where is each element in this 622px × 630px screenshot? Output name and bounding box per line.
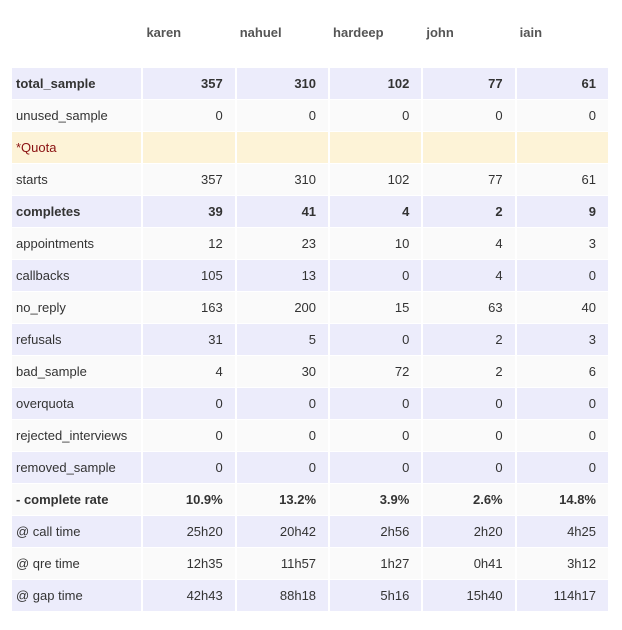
- table-row: [12, 420, 608, 452]
- row-label: starts: [12, 164, 141, 196]
- row-label: bad_sample: [12, 356, 141, 388]
- row-label: refusals: [12, 324, 141, 356]
- row-label: @ gap time: [12, 580, 141, 612]
- table-cell: 3: [517, 324, 608, 356]
- table-cell: 5: [237, 324, 328, 356]
- row-label: completes: [12, 196, 141, 228]
- table-cell: 2h56: [330, 516, 421, 548]
- table-cell: 40: [517, 292, 608, 324]
- table-row: [12, 484, 608, 516]
- table-header: [12, 16, 608, 68]
- table-cell: 0: [330, 260, 421, 292]
- table-cell: 9: [517, 196, 608, 228]
- table-cell: 77: [423, 68, 514, 100]
- table-cell: 4: [423, 228, 514, 260]
- table-cell: 0: [423, 420, 514, 452]
- table-cell: 2: [423, 356, 514, 388]
- table-cell: 0h41: [423, 548, 514, 580]
- row-label: *Quota: [12, 132, 141, 164]
- table-cell: 10.9%: [143, 484, 234, 516]
- table-cell: 0: [517, 452, 608, 484]
- table-cell: 0: [237, 100, 328, 132]
- table-cell: 39: [143, 196, 234, 228]
- table-cell: 11h57: [237, 548, 328, 580]
- column-header: karen: [143, 16, 234, 49]
- table-cell: 4h25: [517, 516, 608, 548]
- table-cell: 61: [517, 164, 608, 196]
- table-cell: 114h17: [517, 580, 608, 612]
- column-header: john: [423, 16, 514, 49]
- table-row: [12, 228, 608, 260]
- row-label: removed_sample: [12, 452, 141, 484]
- table-row: [12, 356, 608, 388]
- table-cell: 0: [237, 452, 328, 484]
- table-cell: 4: [143, 356, 234, 388]
- table-cell: 0: [517, 100, 608, 132]
- table-cell: 20h42: [237, 516, 328, 548]
- row-label: rejected_interviews: [12, 420, 141, 452]
- table-cell: 163: [143, 292, 234, 324]
- interviewer-stats-table: [10, 16, 610, 612]
- header-row: [12, 16, 608, 49]
- table-row: [12, 580, 608, 612]
- row-label: @ qre time: [12, 548, 141, 580]
- table-cell: 0: [143, 420, 234, 452]
- table-row: [12, 100, 608, 132]
- table-cell: 61: [517, 68, 608, 100]
- table-cell: 310: [237, 68, 328, 100]
- table-cell: 0: [143, 388, 234, 420]
- table-cell: 31: [143, 324, 234, 356]
- table-cell: 0: [517, 388, 608, 420]
- row-label: overquota: [12, 388, 141, 420]
- table-cell: [423, 132, 514, 164]
- table-row: [12, 452, 608, 484]
- table-cell: 2: [423, 196, 514, 228]
- table-cell: 1h27: [330, 548, 421, 580]
- quota-section-row: [12, 132, 608, 164]
- table-cell: 102: [330, 68, 421, 100]
- table-cell: 0: [330, 388, 421, 420]
- row-label: - complete rate: [12, 484, 141, 516]
- table-cell: 0: [330, 452, 421, 484]
- table-cell: 0: [423, 452, 514, 484]
- table-cell: 15: [330, 292, 421, 324]
- table-row: [12, 196, 608, 228]
- table-cell: 3: [517, 228, 608, 260]
- table-row: [12, 388, 608, 420]
- column-header: iain: [517, 16, 608, 49]
- table-row: [12, 292, 608, 324]
- table-cell: 4: [330, 196, 421, 228]
- table-cell: 15h40: [423, 580, 514, 612]
- table-cell: 0: [517, 420, 608, 452]
- table-row: [12, 164, 608, 196]
- table-cell: 10: [330, 228, 421, 260]
- table-cell: 0: [143, 452, 234, 484]
- table-row: [12, 324, 608, 356]
- table-cell: 0: [423, 100, 514, 132]
- table-cell: 0: [330, 420, 421, 452]
- table-cell: 0: [423, 388, 514, 420]
- table-cell: 42h43: [143, 580, 234, 612]
- table-cell: 102: [330, 164, 421, 196]
- table-cell: 6: [517, 356, 608, 388]
- table-cell: 63: [423, 292, 514, 324]
- table-cell: 0: [237, 420, 328, 452]
- table-row: [12, 516, 608, 548]
- table-cell: 14.8%: [517, 484, 608, 516]
- table-cell: 0: [237, 388, 328, 420]
- column-header: hardeep: [330, 16, 421, 49]
- table-row: [12, 548, 608, 580]
- table-cell: 12h35: [143, 548, 234, 580]
- table-cell: 2.6%: [423, 484, 514, 516]
- table-cell: 13.2%: [237, 484, 328, 516]
- table-cell: 357: [143, 164, 234, 196]
- table-cell: 0: [143, 100, 234, 132]
- table-cell: [143, 132, 234, 164]
- table-cell: 0: [330, 324, 421, 356]
- table-cell: 2h20: [423, 516, 514, 548]
- table-body: [12, 68, 608, 612]
- table-cell: 4: [423, 260, 514, 292]
- table-cell: 3.9%: [330, 484, 421, 516]
- table-cell: 25h20: [143, 516, 234, 548]
- row-label: appointments: [12, 228, 141, 260]
- table-cell: 23: [237, 228, 328, 260]
- row-label: no_reply: [12, 292, 141, 324]
- table-cell: [330, 132, 421, 164]
- header-corner: [12, 16, 141, 49]
- table-row: [12, 260, 608, 292]
- table-cell: 0: [517, 260, 608, 292]
- column-header: nahuel: [237, 16, 328, 49]
- table-cell: 2: [423, 324, 514, 356]
- header-spacer: [12, 49, 608, 68]
- row-label: callbacks: [12, 260, 141, 292]
- row-label: total_sample: [12, 68, 141, 100]
- table-cell: 357: [143, 68, 234, 100]
- table-cell: 13: [237, 260, 328, 292]
- table-cell: 105: [143, 260, 234, 292]
- table-cell: 77: [423, 164, 514, 196]
- table-cell: [517, 132, 608, 164]
- table-cell: 88h18: [237, 580, 328, 612]
- table-cell: 5h16: [330, 580, 421, 612]
- table-cell: 310: [237, 164, 328, 196]
- table-cell: 30: [237, 356, 328, 388]
- table-cell: 41: [237, 196, 328, 228]
- table-cell: 200: [237, 292, 328, 324]
- row-label: @ call time: [12, 516, 141, 548]
- table-cell: 72: [330, 356, 421, 388]
- table-cell: 0: [330, 100, 421, 132]
- table-row: [12, 68, 608, 100]
- table-cell: 3h12: [517, 548, 608, 580]
- row-label: unused_sample: [12, 100, 141, 132]
- table-cell: 12: [143, 228, 234, 260]
- table-cell: [237, 132, 328, 164]
